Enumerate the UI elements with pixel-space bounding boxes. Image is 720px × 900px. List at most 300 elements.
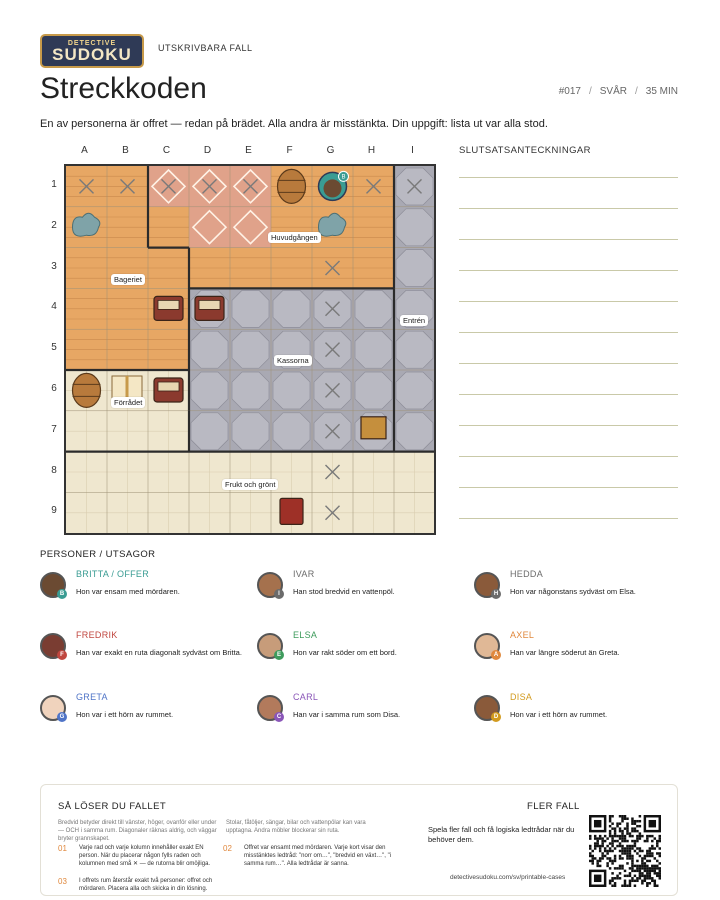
column-label: C: [162, 145, 171, 156]
qr-module: [611, 877, 613, 879]
person-clue: Han var längre söderut än Greta.: [510, 648, 620, 657]
qr-module: [631, 857, 633, 859]
qr-module: [609, 832, 611, 834]
qr-module: [611, 850, 613, 852]
qr-module: [621, 815, 623, 817]
qr-module: [634, 820, 636, 822]
qr-finder-core: [594, 820, 601, 827]
notes-title: SLUTSATSANTECKNINGAR: [459, 145, 591, 156]
tile-octagon: [273, 372, 310, 409]
qr-module: [639, 855, 641, 857]
qr-module: [589, 855, 591, 857]
person-badge: E: [274, 650, 284, 660]
note-line[interactable]: [459, 394, 678, 395]
qr-module: [646, 882, 648, 884]
qr-module: [639, 837, 641, 839]
person-avatar: [474, 695, 500, 721]
person-card[interactable]: [257, 692, 467, 735]
how-to-title: SÅ LÖSER DU FALLET: [58, 801, 167, 812]
qr-module: [611, 845, 613, 847]
person-badge: H: [491, 589, 501, 599]
qr-module: [659, 862, 661, 864]
person-name: CARL: [293, 692, 319, 702]
qr-module: [639, 825, 641, 827]
qr-module: [606, 845, 608, 847]
case-intro: En av personerna är offret — redan på brädet. Alla andra är misstänkta. Din uppgift: lista ut var alla stod.: [40, 118, 548, 130]
qr-module: [631, 880, 633, 882]
person-avatar: [257, 633, 283, 659]
qr-module: [609, 820, 611, 822]
qr-module: [641, 867, 643, 869]
row-label: 3: [51, 260, 57, 272]
qr-module: [646, 837, 648, 839]
board-grid[interactable]: [66, 166, 434, 533]
qr-module: [626, 847, 628, 849]
qr-module: [596, 845, 598, 847]
note-line[interactable]: [459, 456, 678, 457]
victim-badge-letter: B: [341, 174, 346, 181]
qr-module: [654, 867, 656, 869]
person-card[interactable]: [474, 630, 684, 673]
qr-module: [589, 847, 591, 849]
qr-module: [659, 875, 661, 877]
qr-module: [616, 840, 618, 842]
qr-module: [649, 867, 651, 869]
case-difficulty: SVÅR: [599, 86, 627, 97]
qr-module: [596, 840, 598, 842]
qr-module: [649, 882, 651, 884]
qr-module: [656, 872, 658, 874]
qr-module: [589, 845, 591, 847]
qr-module: [621, 830, 623, 832]
qr-module: [636, 825, 638, 827]
note-line[interactable]: [459, 332, 678, 333]
qr-module: [644, 877, 646, 879]
person-card[interactable]: [474, 692, 684, 735]
qr-module: [589, 837, 591, 839]
qr-module: [596, 862, 598, 864]
qr-module: [626, 845, 628, 847]
qr-module: [601, 840, 603, 842]
tile-octagon: [355, 372, 392, 409]
person-card[interactable]: [474, 569, 684, 612]
section-label[interactable]: UTSKRIVBARA FALL: [158, 43, 253, 53]
qr-module: [614, 832, 616, 834]
note-line[interactable]: [459, 177, 678, 178]
qr-module: [659, 835, 661, 837]
qr-module: [646, 852, 648, 854]
qr-module: [639, 870, 641, 872]
qr-module: [611, 837, 613, 839]
column-label: I: [411, 145, 414, 156]
qr-module: [651, 855, 653, 857]
qr-module: [624, 880, 626, 882]
qr-module: [649, 847, 651, 849]
person-avatar: [257, 572, 283, 598]
qr-module: [604, 835, 606, 837]
qr-module: [636, 835, 638, 837]
qr-module: [634, 885, 636, 887]
qr-module: [644, 870, 646, 872]
qr-module: [644, 857, 646, 859]
person-name: ELSA: [293, 630, 318, 640]
person-clue: Han var exakt en ruta diagonalt sydväst om Britta.: [76, 648, 242, 657]
qr-module: [599, 845, 601, 847]
barrel-icon: [73, 373, 101, 407]
qr-module: [639, 815, 641, 817]
person-badge: D: [491, 712, 501, 722]
qr-module: [639, 847, 641, 849]
qr-module: [631, 845, 633, 847]
qr-module: [654, 880, 656, 882]
qr-module: [651, 867, 653, 869]
qr-module: [611, 827, 613, 829]
meta-separator: /: [588, 86, 592, 97]
qr-module: [624, 850, 626, 852]
person-name: IVAR: [293, 569, 315, 579]
note-line[interactable]: [459, 518, 678, 519]
qr-module: [619, 845, 621, 847]
furniture-rule: Stolar, fåtöljer, sängar, bilar och vattenpölar kan vara upptagna. Andra möbler blockerar sin ruta.: [226, 820, 366, 834]
qr-module: [611, 835, 613, 837]
person-clue: Hon var rakt söder om ett bord.: [293, 648, 397, 657]
qr-module: [649, 855, 651, 857]
qr-module: [644, 840, 646, 842]
qr-module: [631, 830, 633, 832]
note-line[interactable]: [459, 270, 678, 271]
qr-module: [649, 872, 651, 874]
qr-module: [616, 825, 618, 827]
chair-icon: [280, 498, 303, 524]
qr-module: [649, 835, 651, 837]
qr-module: [646, 855, 648, 857]
qr-module: [599, 837, 601, 839]
qr-module: [604, 840, 606, 842]
step-number-2: 02: [223, 844, 232, 853]
note-line[interactable]: [459, 301, 678, 302]
more-cases-link[interactable]: detectivesudoku.com/sv/printable-cases: [450, 874, 566, 881]
person-badge: C: [274, 712, 284, 722]
tile-octagon: [396, 413, 433, 450]
qr-module: [611, 822, 613, 824]
qr-module: [606, 850, 608, 852]
person-card[interactable]: [40, 569, 250, 612]
person-badge: B: [57, 589, 67, 599]
qr-module: [601, 842, 603, 844]
row-labels: [44, 164, 64, 535]
qr-module: [619, 872, 621, 874]
qr-module: [626, 827, 628, 829]
qr-module: [591, 855, 593, 857]
qr-module: [594, 845, 596, 847]
qr-module: [601, 852, 603, 854]
qr-module: [654, 882, 656, 884]
tile-octagon: [191, 331, 228, 368]
qr-module: [624, 885, 626, 887]
qr-module: [644, 862, 646, 864]
qr-module: [624, 870, 626, 872]
tile-octagon: [232, 372, 269, 409]
qr-module: [619, 837, 621, 839]
qr-finder-core: [594, 875, 601, 882]
note-line[interactable]: [459, 425, 678, 426]
qr-module: [619, 822, 621, 824]
qr-module: [619, 867, 621, 869]
qr-module: [624, 817, 626, 819]
qr-module: [641, 880, 643, 882]
qr-module: [641, 882, 643, 884]
qr-module: [656, 852, 658, 854]
qr-module: [636, 870, 638, 872]
qr-module: [611, 840, 613, 842]
qr-module: [631, 827, 633, 829]
qr-module: [626, 825, 628, 827]
qr-module: [606, 857, 608, 859]
qr-module: [604, 855, 606, 857]
person-name: AXEL: [510, 630, 535, 640]
qr-module: [589, 860, 591, 862]
qr-module: [646, 877, 648, 879]
qr-module: [626, 862, 628, 864]
qr-module: [639, 877, 641, 879]
qr-module: [626, 817, 628, 819]
qr-module: [639, 875, 641, 877]
qr-module: [629, 867, 631, 869]
qr-module: [641, 835, 643, 837]
qr-module: [651, 840, 653, 842]
person-name: BRITTA / OFFER: [76, 569, 150, 579]
qr-module: [659, 872, 661, 874]
qr-module: [606, 865, 608, 867]
person-avatar: [474, 572, 500, 598]
qr-module: [621, 885, 623, 887]
qr-module: [639, 820, 641, 822]
qr-module: [626, 857, 628, 859]
qr-module: [624, 827, 626, 829]
table-icon: [361, 417, 386, 439]
meta-separator: /: [634, 86, 638, 97]
tile-octagon: [232, 413, 269, 450]
qr-module: [609, 880, 611, 882]
room-label-huvudgangen: Huvudgången: [268, 232, 321, 243]
qr-module: [631, 877, 633, 879]
qr-module: [614, 857, 616, 859]
qr-module: [629, 850, 631, 852]
qr-module: [621, 852, 623, 854]
qr-module: [614, 882, 616, 884]
qr-module: [619, 830, 621, 832]
person-card[interactable]: [257, 630, 467, 673]
qr-module: [629, 872, 631, 874]
qr-module: [634, 880, 636, 882]
qr-module: [614, 827, 616, 829]
qr-module: [609, 830, 611, 832]
qr-module: [659, 855, 661, 857]
crate-lid: [158, 382, 179, 391]
qr-module: [634, 830, 636, 832]
step-text-3: I offrets rum återstår exakt två personer: offret och mördaren. Placera alla och skicka in din lösning.: [79, 878, 213, 892]
qr-module: [654, 870, 656, 872]
more-cases-title: FLER FALL: [527, 801, 580, 812]
qr-module: [649, 875, 651, 877]
qr-module: [629, 857, 631, 859]
qr-module: [619, 877, 621, 879]
qr-module: [596, 842, 598, 844]
how-to-solve-panel: [40, 784, 678, 896]
qr-module: [609, 860, 611, 862]
qr-module: [646, 840, 648, 842]
qr-module: [631, 822, 633, 824]
qr-module: [611, 872, 613, 874]
row-label: 2: [51, 219, 57, 231]
row-label: 9: [51, 505, 57, 517]
qr-module: [629, 880, 631, 882]
qr-module: [596, 837, 598, 839]
qr-module: [594, 837, 596, 839]
qr-module: [601, 845, 603, 847]
qr-module: [609, 857, 611, 859]
detective-sudoku-logo[interactable]: [40, 34, 144, 68]
qr-module: [641, 857, 643, 859]
qr-module: [649, 850, 651, 852]
tile-octagon: [191, 413, 228, 450]
qr-module: [639, 850, 641, 852]
qr-module: [659, 867, 661, 869]
qr-module: [644, 875, 646, 877]
qr-module: [604, 847, 606, 849]
row-label: 5: [51, 342, 57, 354]
qr-module: [651, 865, 653, 867]
tile-octagon: [355, 331, 392, 368]
person-name: DISA: [510, 692, 533, 702]
qr-module: [626, 852, 628, 854]
logo-main-text: SUDOKU: [52, 44, 132, 64]
qr-module: [639, 865, 641, 867]
qr-module: [646, 835, 648, 837]
game-board[interactable]: [64, 164, 436, 535]
column-label: G: [326, 145, 335, 156]
qr-module: [659, 852, 661, 854]
qr-module: [616, 877, 618, 879]
qr-module: [634, 870, 636, 872]
qr-module: [654, 865, 656, 867]
person-name: HEDDA: [510, 569, 544, 579]
qr-module: [639, 867, 641, 869]
qr-module: [634, 875, 636, 877]
person-card[interactable]: [257, 569, 467, 612]
qr-module: [659, 847, 661, 849]
tile-octagon: [232, 331, 269, 368]
column-label: B: [122, 145, 129, 156]
qr-module: [591, 860, 593, 862]
qr-module: [596, 860, 598, 862]
qr-module: [636, 880, 638, 882]
qr-module: [646, 875, 648, 877]
qr-module: [641, 860, 643, 862]
step-number-3: 03: [58, 877, 67, 886]
qr-module: [651, 852, 653, 854]
qr-module: [624, 852, 626, 854]
qr-module: [651, 877, 653, 879]
person-clue: Han stod bredvid en vattenpöl.: [293, 587, 395, 596]
qr-module: [624, 840, 626, 842]
qr-module: [659, 837, 661, 839]
qr-module: [659, 877, 661, 879]
qr-module: [614, 860, 616, 862]
qr-module: [629, 845, 631, 847]
qr-module: [636, 837, 638, 839]
person-clue: Hon var ensam med mördaren.: [76, 587, 180, 596]
crate-lid: [158, 300, 179, 309]
note-line[interactable]: [459, 239, 678, 240]
note-line[interactable]: [459, 208, 678, 209]
qr-module: [621, 867, 623, 869]
crate-lid: [199, 300, 220, 309]
qr-module: [619, 855, 621, 857]
note-line[interactable]: [459, 363, 678, 364]
qr-module: [609, 867, 611, 869]
person-card[interactable]: [40, 630, 250, 673]
person-badge: G: [57, 712, 67, 722]
qr-module: [626, 830, 628, 832]
qr-module: [614, 840, 616, 842]
qr-module: [631, 870, 633, 872]
qr-module: [616, 875, 618, 877]
qr-module: [621, 857, 623, 859]
qr-module: [624, 835, 626, 837]
note-line[interactable]: [459, 487, 678, 488]
qr-module: [631, 862, 633, 864]
qr-module: [609, 815, 611, 817]
qr-module: [621, 835, 623, 837]
qr-module: [594, 857, 596, 859]
row-label: 6: [51, 383, 57, 394]
qr-module: [636, 830, 638, 832]
qr-module: [646, 872, 648, 874]
qr-module: [646, 865, 648, 867]
qr-module: [611, 815, 613, 817]
qr-module: [629, 885, 631, 887]
person-badge: I: [274, 589, 284, 599]
qr-module: [594, 835, 596, 837]
qr-module: [656, 865, 658, 867]
qr-module: [651, 835, 653, 837]
qr-module: [596, 865, 598, 867]
qr-module: [629, 855, 631, 857]
qr-module: [611, 862, 613, 864]
qr-module: [619, 850, 621, 852]
qr-code[interactable]: [589, 815, 661, 887]
logo-top-text: DETECTIVE: [67, 39, 117, 47]
person-badge: F: [57, 650, 67, 660]
qr-module: [629, 832, 631, 834]
qr-module: [616, 835, 618, 837]
column-label: A: [81, 145, 88, 156]
qr-module: [634, 865, 636, 867]
column-label: H: [367, 145, 376, 156]
barrel-icon: [278, 169, 306, 203]
tile-octagon: [232, 290, 269, 327]
qr-module: [591, 850, 593, 852]
qr-module: [611, 860, 613, 862]
qr-module: [654, 872, 656, 874]
qr-module: [659, 870, 661, 872]
case-duration: 35 MIN: [645, 86, 678, 97]
person-card[interactable]: [40, 692, 250, 735]
qr-module: [621, 840, 623, 842]
qr-finder-core: [649, 820, 656, 827]
qr-module: [626, 850, 628, 852]
